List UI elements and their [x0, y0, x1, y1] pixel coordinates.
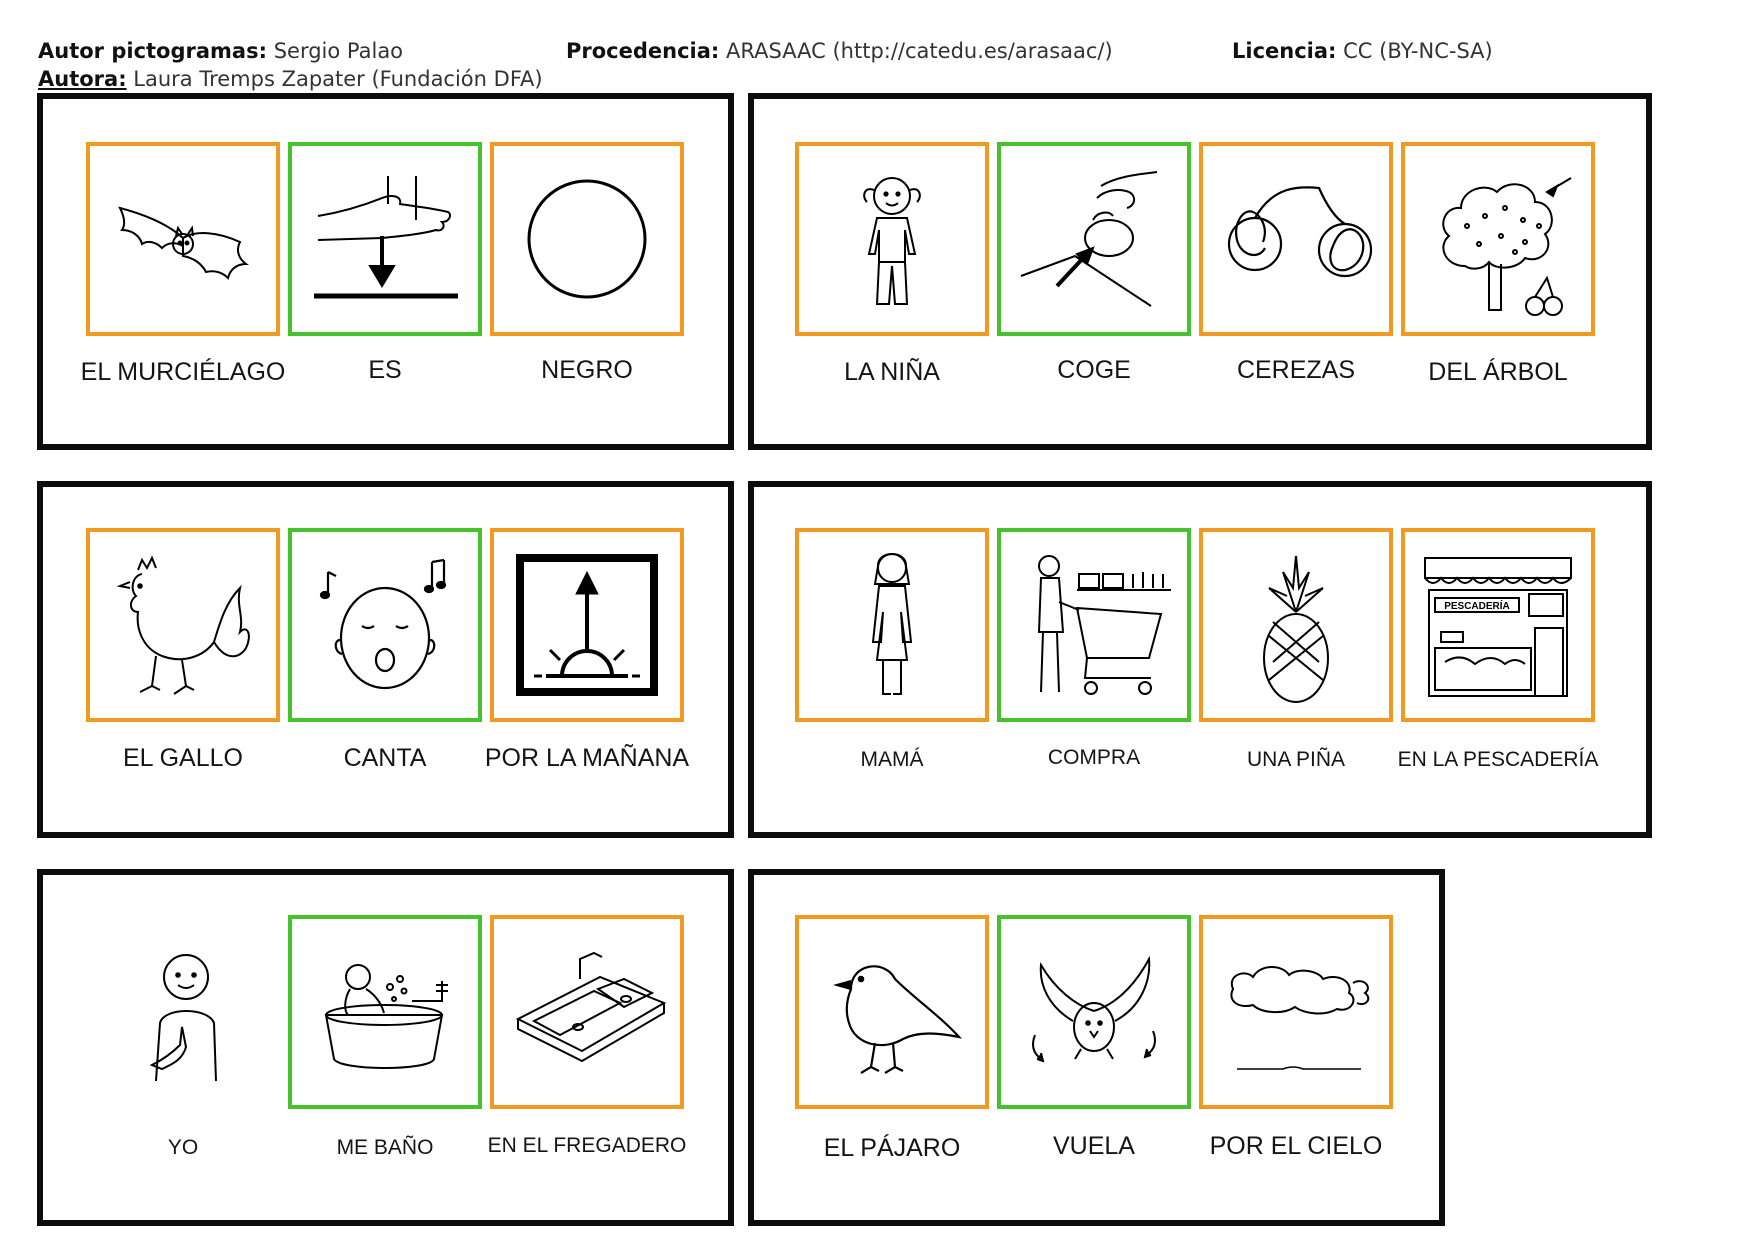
card-label: LA NIÑA — [844, 358, 940, 386]
card-label: EN EL FREGADERO — [487, 1134, 687, 1157]
card-label: ME BAÑO — [336, 1136, 434, 1159]
sink-icon — [494, 919, 680, 1105]
author-line — [38, 38, 403, 64]
origin-line — [566, 38, 1113, 64]
circle-icon — [494, 146, 680, 332]
card-label: EN LA PESCADERÍA — [1397, 748, 1599, 771]
fish-shop-icon — [1405, 532, 1591, 718]
girl-icon — [799, 146, 985, 332]
pictogram-card — [1401, 142, 1595, 336]
cherry-tree-icon — [1405, 146, 1591, 332]
shopping-cart-icon — [1001, 532, 1187, 718]
pictogram-card — [997, 915, 1191, 1109]
card-label: NEGRO — [541, 356, 633, 384]
origin-label: Procedencia: — [566, 39, 720, 63]
pictogram-card — [795, 142, 989, 336]
license-value: CC (BY-NC-SA) — [1343, 39, 1493, 63]
card-label: UNA PIÑA — [1246, 748, 1346, 771]
flying-bird-icon — [1001, 919, 1187, 1105]
hand-down-icon — [292, 146, 478, 332]
me-sign-icon — [90, 919, 276, 1105]
card-label: POR EL CIELO — [1209, 1132, 1383, 1160]
bird-icon — [799, 919, 985, 1105]
card-label: EL GALLO — [123, 744, 243, 772]
card-label: MAMÁ — [860, 748, 924, 771]
singing-face-icon — [292, 532, 478, 718]
card-label: ES — [368, 356, 402, 384]
pictogram-card — [1199, 915, 1393, 1109]
license-label: Licencia: — [1232, 39, 1337, 63]
card-label: EL PÁJARO — [823, 1134, 961, 1162]
card-label: COGE — [1057, 356, 1131, 384]
pictogram-card — [490, 915, 684, 1109]
pictogram-card — [288, 528, 482, 722]
autora-value: Laura Tremps Zapater (Fundación DFA) — [133, 67, 543, 91]
card-label: EL MURCIÉLAGO — [80, 358, 286, 386]
sunrise-icon — [494, 532, 680, 718]
card-label: YO — [167, 1136, 199, 1159]
author-value: Sergio Palao — [273, 39, 404, 63]
card-label: VUELA — [1053, 1132, 1135, 1160]
pineapple-icon — [1203, 532, 1389, 718]
pictogram-card — [86, 915, 280, 1109]
rooster-icon — [90, 532, 276, 718]
cherries-icon — [1203, 146, 1389, 332]
pictogram-card — [997, 528, 1191, 722]
pictogram-card — [795, 528, 989, 722]
card-label: CANTA — [343, 744, 427, 772]
shop-sign: PESCADERÍA — [1444, 601, 1510, 612]
grab-hand-icon — [1001, 146, 1187, 332]
card-label: DEL ÁRBOL — [1428, 358, 1568, 386]
pictogram-card — [1199, 142, 1393, 336]
pictogram-card — [288, 142, 482, 336]
bathtub-icon — [292, 919, 478, 1105]
autora-line — [38, 66, 543, 92]
pictogram-card — [288, 915, 482, 1109]
bat-icon — [90, 146, 276, 332]
origin-value: ARASAAC (http://catedu.es/arasaac/) — [726, 39, 1113, 63]
pictogram-card — [86, 142, 280, 336]
pictogram-card — [86, 528, 280, 722]
sky-icon — [1203, 919, 1389, 1105]
license-line — [1232, 38, 1493, 64]
pictogram-card — [1199, 528, 1393, 722]
woman-icon — [799, 532, 985, 718]
pictogram-card — [1401, 528, 1595, 722]
card-label: COMPRA — [1047, 746, 1141, 769]
author-label: Autor pictogramas: — [38, 39, 267, 63]
pictogram-card — [795, 915, 989, 1109]
card-label: CEREZAS — [1236, 356, 1356, 384]
pictogram-card — [490, 528, 684, 722]
autora-label: Autora: — [38, 67, 127, 91]
pictogram-card — [997, 142, 1191, 336]
card-label: POR LA MAÑANA — [484, 744, 690, 772]
pictogram-card — [490, 142, 684, 336]
